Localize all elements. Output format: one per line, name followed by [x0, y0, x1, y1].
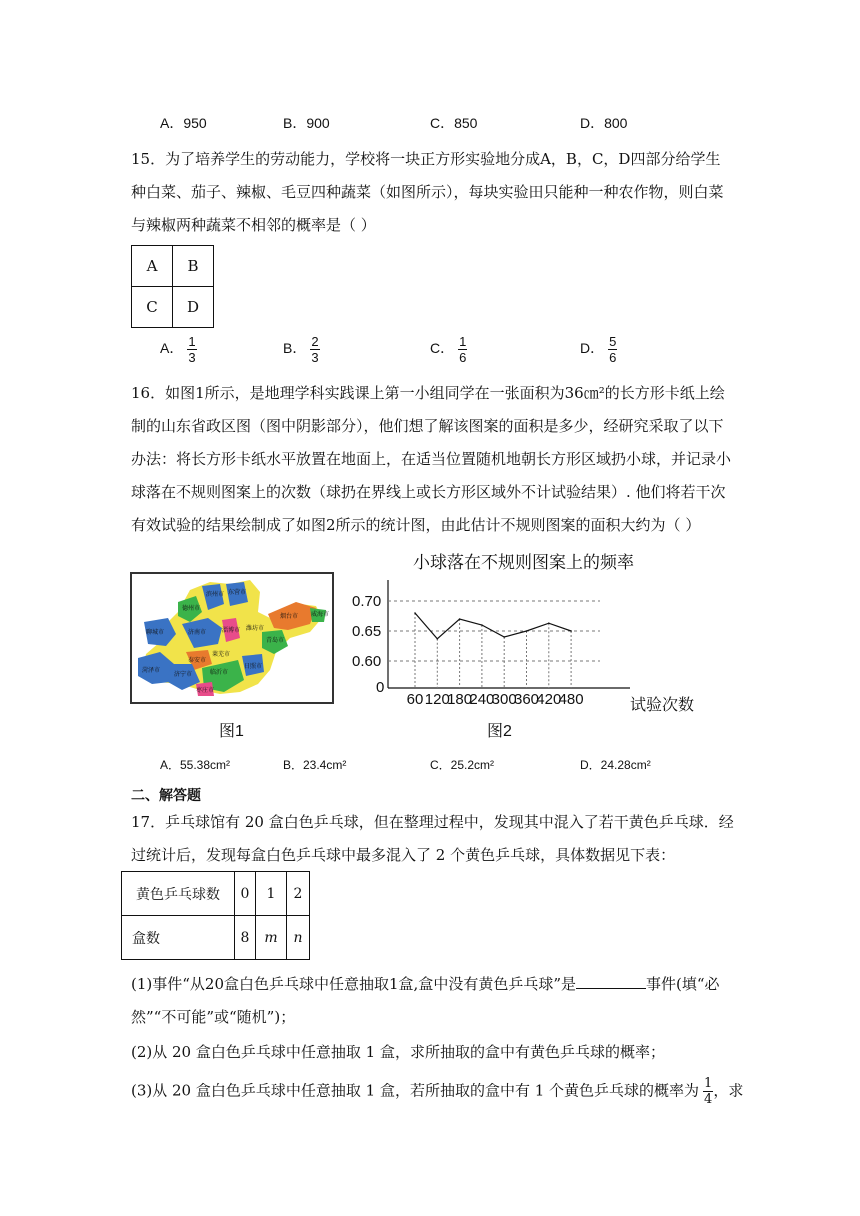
fraction — [187, 334, 196, 365]
city-label: 聊城市 — [146, 630, 165, 636]
numerator: 5 — [609, 334, 617, 349]
option-label: D． — [580, 340, 605, 357]
q16-line: 有效试验的结果绘制成了如图2所示的统计图，由此估计不规则图案的面积大约为（ ） — [131, 516, 701, 534]
option-label: C． — [430, 340, 455, 357]
table-cell: 1 — [256, 872, 287, 916]
frequency-series-line — [415, 613, 571, 639]
numerator: 1 — [704, 1076, 713, 1091]
chart-tick-labels — [352, 593, 584, 708]
frequency-line-chart — [340, 548, 720, 720]
x-tick-label: 480 — [558, 691, 584, 708]
denominator: 3 — [311, 350, 319, 365]
x-tick-label: 180 — [447, 691, 473, 708]
table-cell: 8 — [235, 916, 256, 960]
q14-option-d: D．800 — [580, 115, 628, 131]
city-label: 德州市 — [182, 606, 201, 612]
q15-option-d — [580, 334, 617, 365]
x-tick-label: 60 — [406, 691, 424, 708]
denominator: 4 — [704, 1092, 713, 1107]
x-axis-label: 试验次数 — [630, 697, 695, 714]
city-label: 威海市 — [311, 612, 330, 618]
plot-cell: B — [173, 246, 214, 287]
q14-option-a: A．950 — [160, 115, 207, 131]
option-label: A． — [160, 340, 184, 357]
q15-option-a — [160, 334, 197, 365]
q17-part2: (2)从 20 盒白色乒乓球中任意抽取 1 盒，求所抽取的盒中有黄色乒乓球的概率； — [131, 1043, 665, 1061]
q16-option-b: B．23.4cm² — [283, 758, 347, 772]
x-tick-label: 240 — [469, 691, 495, 708]
denominator: 3 — [188, 350, 196, 365]
plot-cell: C — [132, 287, 173, 328]
part1-text: (1)事件“从20盒白色乒乓球中任意抽取1盒,盒中没有黄色乒乓球”是 — [131, 975, 576, 993]
city-label: 枣庄市 — [196, 688, 215, 694]
city-label: 泰安市 — [188, 658, 207, 664]
y-tick-label: 0.60 — [352, 653, 382, 670]
x-tick-label: 300 — [491, 691, 517, 708]
origin-label: 0 — [376, 679, 385, 696]
q14-option-c: C．850 — [430, 115, 478, 131]
part3-text: (3)从 20 盒白色乒乓球中任意抽取 1 盒，若所抽取的盒中有 1 个黄色乒乓球的概率为 — [131, 1081, 700, 1100]
chart-title: 小球落在不规则图案上的频率 — [413, 553, 634, 572]
city-label: 滨州市 — [206, 592, 225, 598]
numerator: 1 — [188, 334, 196, 349]
q17-line: 过统计后，发现每盒白色乒乓球中最多混入了 2 个黄色乒乓球，具体数据见下表： — [131, 846, 676, 864]
q15-line: 15．为了培养学生的劳动能力，学校将一块正方形实验地分成A，B，C，D四部分给学生 — [131, 150, 721, 168]
x-tick-label: 420 — [536, 691, 562, 708]
city-label: 烟台市 — [280, 614, 299, 620]
table-cell: 2 — [287, 872, 310, 916]
city-label: 东营市 — [228, 590, 247, 596]
city-label: 临沂市 — [210, 670, 229, 676]
q16-option-c: C．25.2cm² — [430, 758, 495, 772]
option-label: B． — [283, 340, 307, 357]
city-label: 济宁市 — [174, 672, 193, 678]
table-header-cell: 黄色乒乓球数 — [122, 872, 235, 916]
denominator: 6 — [459, 350, 467, 365]
section-heading: 二、解答题 — [131, 787, 201, 803]
city-label: 潍坊市 — [246, 626, 265, 632]
fraction — [458, 334, 467, 365]
table-header-cell: 盒数 — [122, 916, 235, 960]
q16-line: 制的山东省政区图（图中阴影部分），他们想了解该图案的面积是多少，经研究采取了以下 — [131, 417, 724, 435]
city-label: 青岛市 — [266, 638, 285, 644]
city-label: 淄博市 — [222, 628, 241, 634]
q15-line: 与辣椒两种蔬菜不相邻的概率是（ ） — [131, 216, 376, 234]
fraction — [608, 334, 617, 365]
shandong-map-figure — [130, 572, 334, 704]
q14-option-b: B．900 — [283, 115, 330, 131]
x-tick-label: 120 — [424, 691, 450, 708]
q16-line: 球落在不规则图案上的次数（球扔在界线上或长方形区域外不计试验结果）. 他们将若干次 — [131, 483, 726, 501]
q15-line: 种白菜、茄子、辣椒、毛豆四种蔬菜（如图所示），每块实验田只能种一种农作物，则白菜 — [131, 183, 724, 201]
plot-cell: D — [173, 287, 214, 328]
q15-option-c — [430, 334, 467, 365]
y-tick-label: 0.65 — [352, 623, 382, 640]
numerator: 2 — [311, 334, 319, 349]
city-label: 菏泽市 — [142, 668, 161, 674]
city-label: 日照市 — [244, 664, 263, 670]
table-cell: n — [287, 916, 310, 960]
q17-line: 17．乒乓球馆有 20 盒白色乒乓球，但在整理过程中，发现其中混入了若干黄色乒乓球．经 — [131, 813, 734, 831]
q17-part1-cont: 然”“不可能”或“随机”)； — [131, 1008, 296, 1026]
q17-data-table — [121, 871, 310, 960]
x-tick-label: 360 — [513, 691, 540, 708]
q16-line: 16．如图1所示，是地理学科实践课上第一小组同学在一张面积为36㎝²的长方形卡纸上绘 — [131, 384, 725, 402]
q16-option-d: D．24.28cm² — [580, 758, 651, 772]
figure1-caption: 图1 — [219, 723, 244, 740]
fraction — [310, 334, 319, 365]
fraction — [703, 1076, 713, 1107]
numerator: 1 — [459, 334, 467, 349]
part1-text-tail: 事件(填“必 — [646, 975, 720, 993]
y-tick-label: 0.70 — [352, 593, 382, 610]
denominator: 6 — [609, 350, 617, 365]
q15-option-b — [283, 334, 320, 365]
table-cell: 0 — [235, 872, 256, 916]
table-cell: m — [256, 916, 287, 960]
city-label: 莱芜市 — [212, 652, 231, 658]
part3-tail: ，求 — [713, 1081, 744, 1100]
q16-option-a: A．55.38cm² — [160, 758, 231, 772]
answer-blank[interactable] — [576, 974, 646, 989]
q17-part1 — [131, 973, 720, 994]
q15-plot-grid — [131, 245, 214, 328]
q17-part3 — [131, 1076, 743, 1107]
city-label: 济南市 — [188, 630, 207, 636]
q16-line: 办法：将长方形卡纸水平放置在地面上，在适当位置随机地朝长方形区域扔小球，并记录小 — [131, 450, 732, 468]
figure2-caption: 图2 — [487, 723, 512, 740]
plot-cell: A — [132, 246, 173, 287]
